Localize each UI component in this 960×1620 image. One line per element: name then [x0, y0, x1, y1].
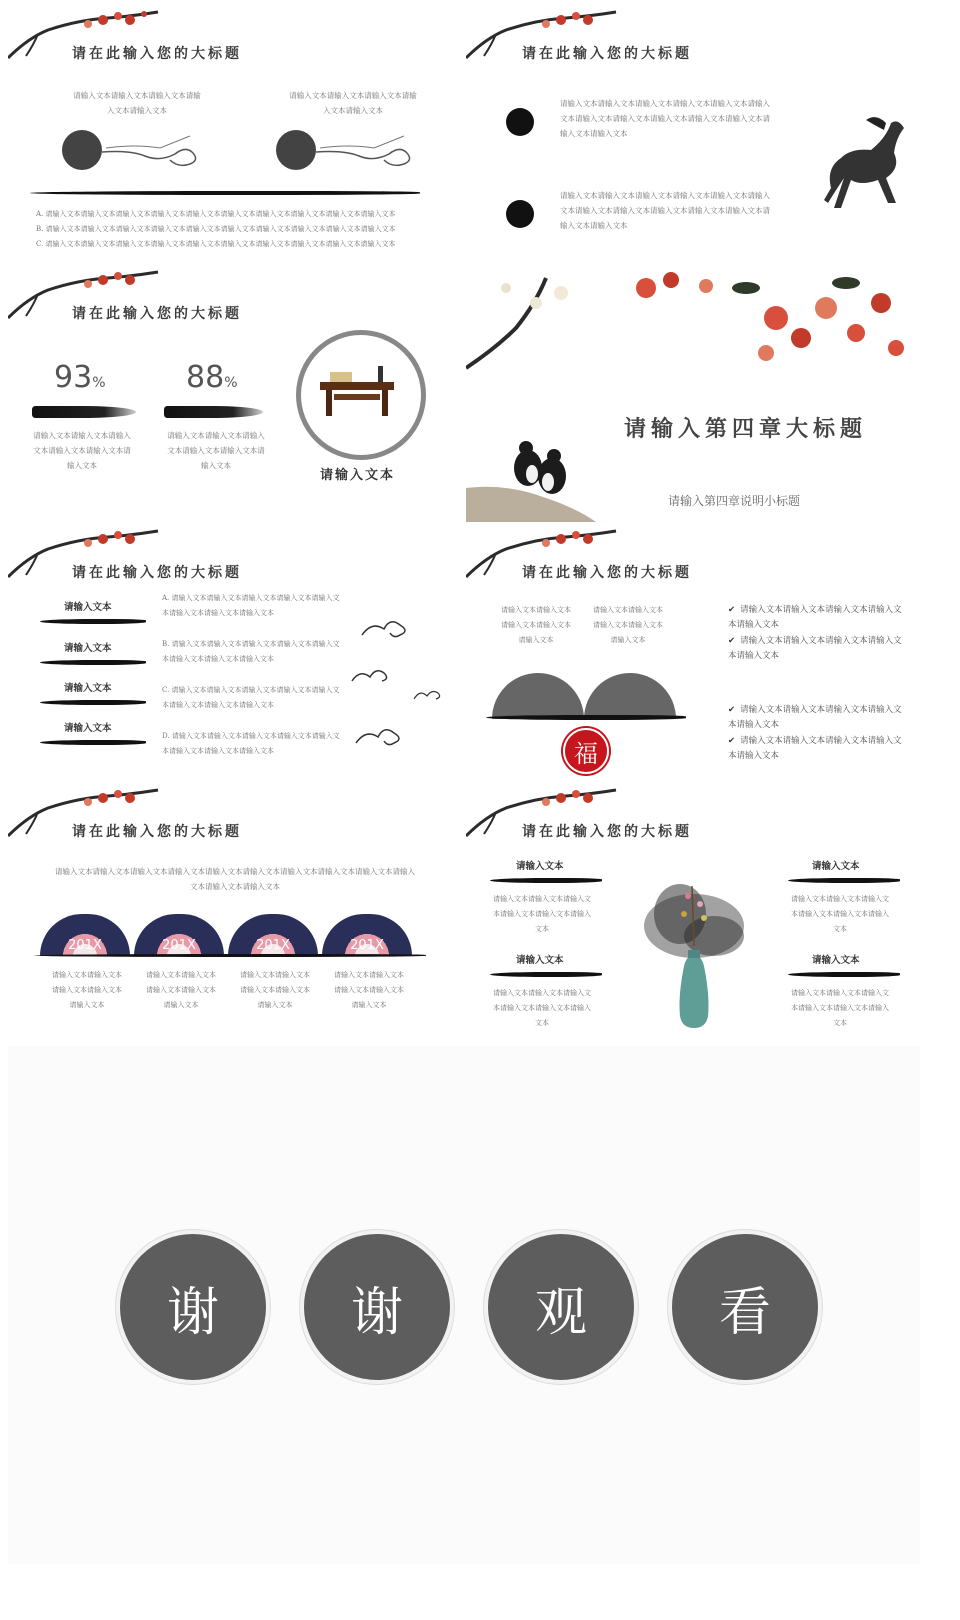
slide-4[interactable] — [466, 268, 918, 522]
fan-year: 201X — [68, 938, 102, 953]
semicircle-shape — [492, 673, 584, 719]
thanks-circle: 谢 — [116, 1230, 270, 1384]
fan-year: 201X — [256, 938, 290, 953]
label: 请输入文本 — [516, 861, 564, 872]
list-item: B. 请输入文本请输入文本请输入文本请输入文本请输入文本请输入文本请输入文本请输入文本 — [162, 640, 340, 663]
block-text: 请输入文本请输入文本请输入文本请输入文本请输入文本请输入文本 — [493, 895, 591, 933]
label: 请输入文本 — [516, 955, 564, 966]
ink-stroke — [490, 878, 602, 883]
column-text: 请输入文本请输入文本请输入文本请输入文本请输入文本 — [593, 606, 663, 644]
slide-6[interactable] — [466, 527, 918, 781]
slide-title: 请在此输入您的大标题 — [72, 565, 242, 581]
red-flowers-image — [626, 268, 918, 388]
magpies-image — [466, 428, 596, 522]
stat-bar — [164, 406, 263, 418]
ink-dot — [506, 108, 534, 136]
ink-cloud-icon — [274, 126, 424, 176]
fan-year: 201X — [162, 938, 196, 953]
check-item: ✔ 请输入文本请输入文本请输入文本请输入文本请输入文本 — [728, 636, 902, 661]
thanks-panel — [8, 1046, 920, 1564]
fan-item — [228, 914, 318, 956]
check-icon: ✔ — [728, 736, 736, 746]
slide-title: 请在此输入您的大标题 — [72, 824, 242, 840]
fan-item — [40, 914, 130, 956]
ink-stroke — [788, 972, 900, 977]
stat-text: 请输入文本请输入文本请输入文本请输入文本请输入文本请输入文本 — [167, 431, 265, 470]
check-item: ✔ 请输入文本请输入文本请输入文本请输入文本请输入文本 — [728, 705, 902, 730]
stat-bar — [32, 406, 136, 418]
slide-2[interactable] — [466, 8, 918, 262]
ink-stroke — [40, 619, 146, 624]
list-item: D. 请输入文本请输入文本请输入文本请输入文本请输入文本请输入文本请输入文本请输入文本 — [162, 732, 340, 755]
ink-dot — [506, 200, 534, 228]
cloud-icon — [354, 723, 404, 749]
list-item: C. 请输入文本请输入文本请输入文本请输入文本请输入文本请输入文本请输入文本请输入文本 — [162, 686, 340, 709]
slide-title: 请在此输入您的大标题 — [72, 46, 242, 62]
horse-painting-image — [816, 108, 911, 218]
ink-stroke — [490, 972, 602, 977]
semicircle-shape — [584, 673, 676, 719]
fan-item — [322, 914, 412, 956]
magnolia-branch-image — [466, 268, 596, 378]
stat-value: 93% — [54, 360, 106, 395]
cloud-icon — [350, 665, 390, 685]
ink-stroke-divider — [30, 191, 420, 195]
fan-text: 请输入文本请输入文本请输入文本请输入文本请输入文本 — [334, 971, 404, 1009]
slide-5[interactable] — [8, 527, 460, 781]
label: 请输入文本 — [64, 602, 112, 613]
block-text: 请输入文本请输入文本请输入文本请输入文本请输入文本请输入文本 — [791, 895, 889, 933]
thanks-circle: 谢 — [300, 1230, 454, 1384]
fan-item — [134, 914, 224, 956]
label: 请输入文本 — [812, 955, 860, 966]
check-icon: ✔ — [728, 636, 736, 646]
ink-stroke-divider — [486, 715, 686, 720]
slide-1[interactable] — [8, 8, 460, 262]
list-item: A. 请输入文本请输入文本请输入文本请输入文本请输入文本请输入文本请输入文本请输入文本请输入文本请输入文本 — [36, 210, 396, 218]
fan-text: 请输入文本请输入文本请输入文本请输入文本请输入文本 — [52, 971, 122, 1009]
ink-stroke-divider — [34, 954, 426, 957]
ink-stroke — [40, 700, 146, 705]
check-item: ✔ 请输入文本请输入文本请输入文本请输入文本请输入文本 — [728, 736, 902, 761]
slide-8[interactable] — [466, 786, 918, 1040]
ink-cloud-icon — [60, 126, 210, 176]
list-item: B. 请输入文本请输入文本请输入文本请输入文本请输入文本请输入文本请输入文本请输入文本请输入文本请输入文本 — [36, 225, 396, 233]
fan-year: 201X — [350, 938, 384, 953]
label: 请输入文本 — [64, 683, 112, 694]
label: 请输入文本 — [64, 643, 112, 654]
fan-text: 请输入文本请输入文本请输入文本请输入文本请输入文本 — [146, 971, 216, 1009]
check-icon: ✔ — [728, 705, 736, 715]
check-item: ✔ 请输入文本请输入文本请输入文本请输入文本请输入文本 — [728, 605, 902, 630]
blurb-left: 请输入文本请输入文本请输入文本请输入文本请输入文本 — [73, 91, 201, 115]
slide-title: 请在此输入您的大标题 — [522, 824, 692, 840]
paragraph: 请输入文本请输入文本请输入文本请输入文本请输入文本请输入文本请输入文本请输入文本请输入文本请输入文本请输入文本请输入文本请输入文本 — [560, 191, 770, 230]
list-item: A. 请输入文本请输入文本请输入文本请输入文本请输入文本请输入文本请输入文本请输入文本 — [162, 594, 340, 617]
slide-title: 请在此输入您的大标题 — [72, 306, 242, 322]
blurb-right: 请输入文本请输入文本请输入文本请输入文本请输入文本 — [289, 91, 417, 115]
chapter-subtitle: 请输入第四章说明小标题 — [668, 494, 801, 508]
slide-3[interactable] — [8, 268, 460, 522]
check-icon: ✔ — [728, 605, 736, 615]
column-text: 请输入文本请输入文本请输入文本请输入文本请输入文本 — [501, 606, 571, 644]
fan-text: 请输入文本请输入文本请输入文本请输入文本请输入文本 — [240, 971, 310, 1009]
label: 请输入文本 — [64, 723, 112, 734]
image-caption: 请输入文本 — [320, 468, 396, 483]
fu-seal: 福 — [563, 728, 609, 774]
ink-stroke — [40, 740, 146, 745]
ink-stroke — [788, 878, 900, 883]
cloud-icon — [360, 615, 410, 641]
slide-title: 请在此输入您的大标题 — [522, 46, 692, 62]
intro-text: 请输入文本请输入文本请输入文本请输入文本请输入文本请输入文本请输入文本请输入文本请输入文本请输入文本请输入文本请输入文本 — [55, 867, 415, 891]
slide-7[interactable] — [8, 786, 460, 1040]
cloud-icon — [412, 687, 442, 703]
chapter-title: 请输入第四章大标题 — [624, 416, 868, 442]
slide-title: 请在此输入您的大标题 — [522, 565, 692, 581]
thanks-circle: 看 — [668, 1230, 822, 1384]
thanks-circle: 观 — [484, 1230, 638, 1384]
stat-text: 请输入文本请输入文本请输入文本请输入文本请输入文本请输入文本 — [33, 431, 131, 470]
desk-image — [312, 360, 402, 420]
block-text: 请输入文本请输入文本请输入文本请输入文本请输入文本请输入文本 — [493, 989, 591, 1027]
stat-value: 88% — [186, 360, 238, 395]
block-text: 请输入文本请输入文本请输入文本请输入文本请输入文本请输入文本 — [791, 989, 889, 1027]
paragraph: 请输入文本请输入文本请输入文本请输入文本请输入文本请输入文本请输入文本请输入文本请输入文本请输入文本请输入文本请输入文本请输入文本 — [560, 99, 770, 138]
label: 请输入文本 — [812, 861, 860, 872]
ink-vase-image — [622, 866, 762, 1036]
list-item: C. 请输入文本请输入文本请输入文本请输入文本请输入文本请输入文本请输入文本请输入文本请输入文本请输入文本 — [36, 240, 396, 248]
ink-stroke — [40, 660, 146, 665]
